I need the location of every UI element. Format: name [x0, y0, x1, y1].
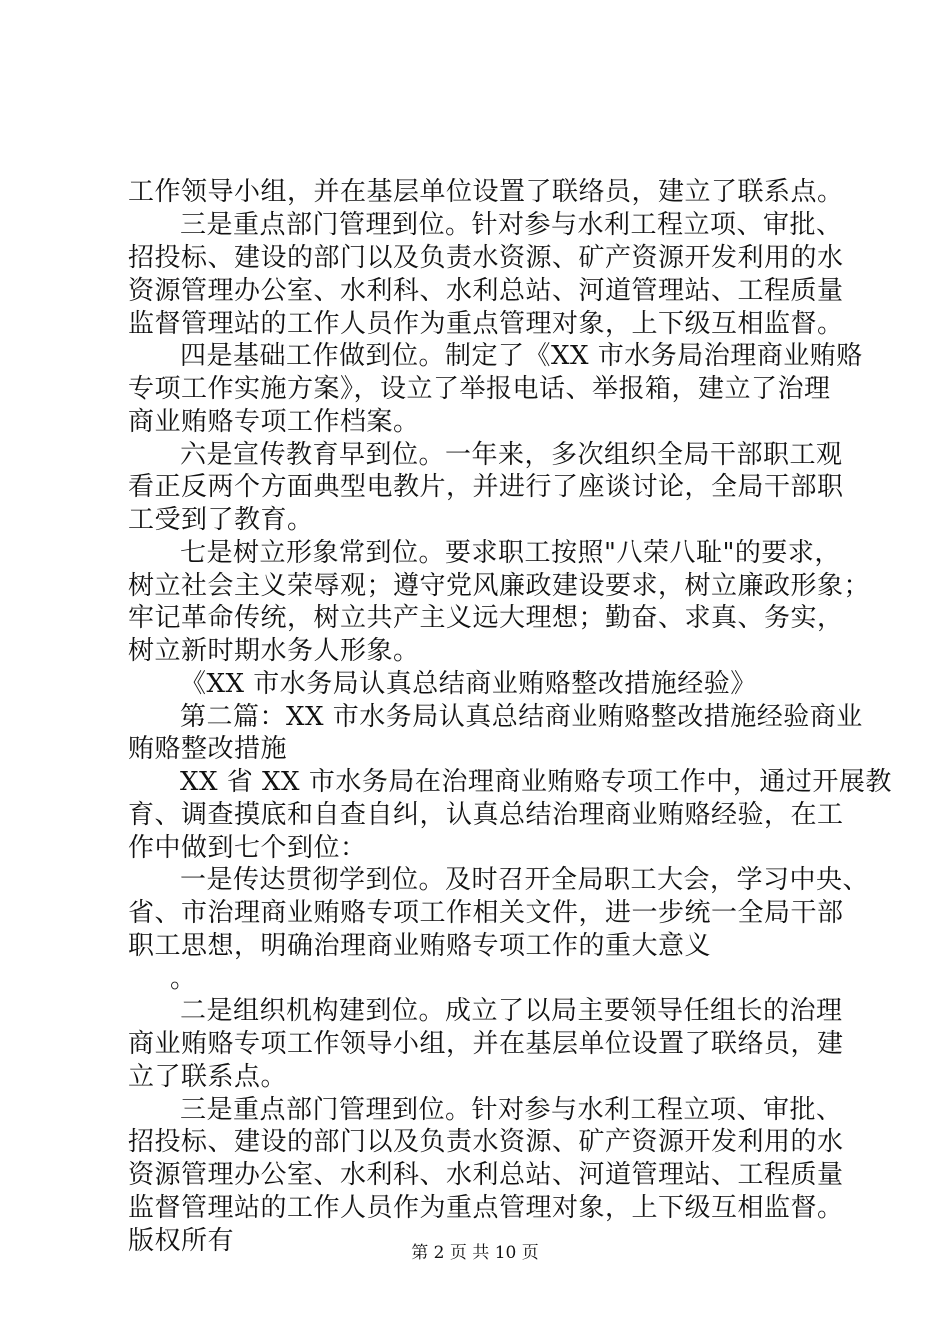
text-line: 《XX 市水务局认真总结商业贿赂整改措施经验》	[180, 669, 757, 699]
text-line: 省、市治理商业贿赂专项工作相关文件，进一步统一全局干部	[128, 898, 844, 928]
text-line: 三是重点部门管理到位。针对参与水利工程立项、审批、	[180, 210, 843, 240]
text-line: 牢记革命传统，树立共产主义远大理想；勤奋、求真、务实，	[128, 603, 844, 633]
text-line: 育、调查摸底和自查自纠，认真总结治理商业贿赂经验，在工	[128, 800, 844, 830]
text-line: 看正反两个方面典型电教片，并进行了座谈讨论，全局干部职	[128, 472, 844, 502]
page-number: 第 2 页 共 10 页	[411, 1243, 539, 1263]
text-line: 二是组织机构建到位。成立了以局主要领导任组长的治理	[180, 996, 843, 1026]
text-line: 招投标、建设的部门以及负责水资源、矿产资源开发利用的水	[128, 1127, 844, 1157]
text-line: 职工思想，明确治理商业贿赂专项工作的重大意义	[128, 931, 712, 961]
text-line: 立了联系点。	[128, 1062, 288, 1092]
text-line: 版权所有	[128, 1226, 235, 1256]
text-line: 六是宣传教育早到位。一年来，多次组织全局干部职工观	[180, 440, 843, 470]
text-line: 监督管理站的工作人员作为重点管理对象，上下级互相监督。	[128, 309, 844, 339]
text-line: 招投标、建设的部门以及负责水资源、矿产资源开发利用的水	[128, 243, 844, 273]
text-line: 贿赂整改措施	[128, 734, 288, 764]
text-line: 商业贿赂专项工作领导小组，并在基层单位设置了联络员，建	[128, 1029, 844, 1059]
text-line: 资源管理办公室、水利科、水利总站、河道管理站、工程质量	[128, 1160, 844, 1190]
text-line: XX 省 XX 市水务局在治理商业贿赂专项工作中，通过开展教	[180, 767, 892, 797]
text-line: 商业贿赂专项工作档案。	[128, 407, 420, 437]
text-line: 。	[170, 964, 197, 994]
text-line: 资源管理办公室、水利科、水利总站、河道管理站、工程质量	[128, 276, 844, 306]
text-line: 监督管理站的工作人员作为重点管理对象，上下级互相监督。	[128, 1193, 844, 1223]
text-line: 专项工作实施方案》，设立了举报电话、举报箱，建立了治理	[128, 374, 831, 404]
text-line: 树立社会主义荣辱观；遵守党风廉政建设要求，树立廉政形象；	[128, 571, 871, 601]
text-line: 四是基础工作做到位。制定了《XX 市水务局治理商业贿赂	[180, 341, 863, 371]
text-line: 七是树立形象常到位。要求职工按照"八荣八耻"的要求，	[180, 538, 841, 568]
text-line: 树立新时期水务人形象。	[128, 636, 420, 666]
text-line: 第二篇：XX 市水务局认真总结商业贿赂整改措施经验商业	[180, 702, 863, 732]
text-line: 一是传达贯彻学到位。及时召开全局职工大会，学习中央、	[180, 865, 870, 895]
text-line: 三是重点部门管理到位。针对参与水利工程立项、审批、	[180, 1095, 843, 1125]
text-line: 作中做到七个到位：	[128, 833, 367, 863]
text-line: 工作领导小组，并在基层单位设置了联络员，建立了联系点。	[128, 177, 844, 207]
text-line: 工受到了教育。	[128, 505, 314, 535]
